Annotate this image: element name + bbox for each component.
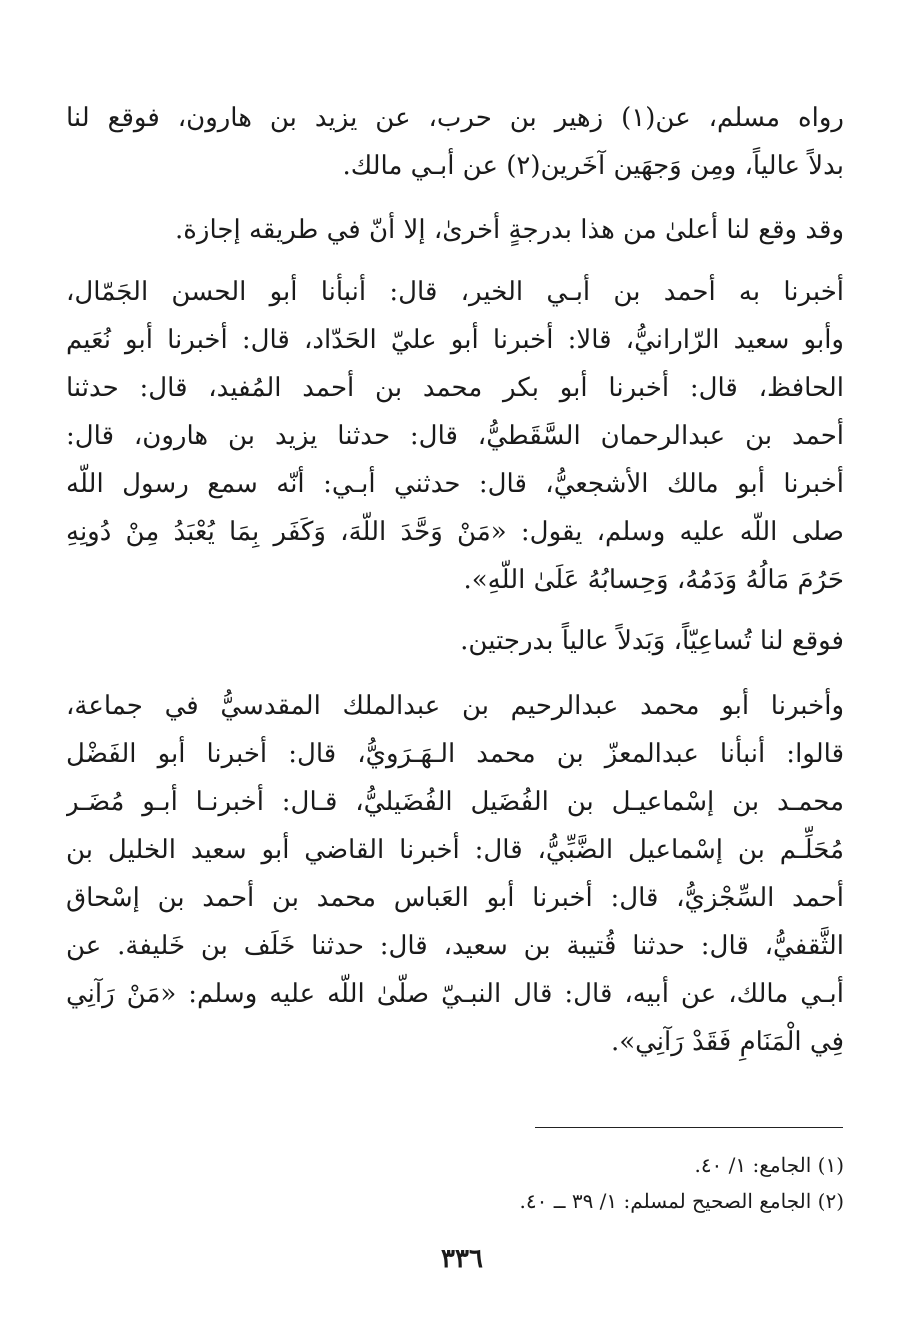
text-line: أخبرنا أبو مالك الأشجعيُّ، قال: حدثني أبـي: أنّه سمع رسول اللّه (66, 469, 844, 499)
text-line: فِي الْمَنَامِ فَقَدْ رَآنِي». (610, 1027, 844, 1057)
text-line: قالوا: أنبأنا عبدالمعزّ بن محمد الـهَـرَويُّ، قال: أخبرنا أبو الفَضْل (66, 739, 844, 769)
text-line: صلى اللّه عليه وسلم، يقول: «مَنْ وَحَّدَ اللّهَ، وَكَفَر بِمَا يُعْبَدُ مِنْ دُونِهِ (66, 517, 844, 547)
paragraph-1 (66, 94, 844, 190)
text-line: وأبو سعيد الرّارانيُّ، قالا: أخبرنا أبو عليّ الحَدّاد، قال: أخبرنا أبو نُعَيم (66, 325, 844, 355)
text-line: أحمد بن عبدالرحمان السَّقَطيُّ، قال: حدثنا يزيد بن هارون، قال: (66, 421, 844, 451)
footnote-2: (٢) الجامع الصحيح لمسلم: ١/ ٣٩ ــ ٤٠. (519, 1189, 844, 1213)
page-number: ٣٣٦ (441, 1244, 483, 1274)
paragraph-4 (66, 617, 844, 665)
text-line: أبـي مالك، عن أبيه، قال: قال النبـيّ صلّىٰ اللّه عليه وسلم: «مَنْ رَآنِي (66, 979, 844, 1009)
text-line: وقد وقع لنا أعلىٰ من هذا بدرجةٍ أخرىٰ، إلا أنّ في طريقه إجازة. (175, 215, 844, 245)
paragraph-2 (66, 206, 844, 254)
text-line: الثَّقفيُّ، قال: حدثنا قُتيبة بن سعيد، قال: حدثنا خَلَف بن خَليفة. عن (66, 931, 844, 961)
text-line: أحمد السِّجْزيُّ، قال: أخبرنا أبو العَباس محمد بن أحمد بن إسْحاق (66, 883, 844, 913)
footnote-1: (١) الجامع: ١/ ٤٠. (694, 1153, 844, 1177)
text-line: أخبرنا به أحمد بن أبـي الخير، قال: أنبأنا أبو الحسن الجَمّال، (66, 277, 844, 307)
paragraph-5 (66, 682, 844, 1066)
text-line: فوقع لنا تُساعِيّاً، وَبَدلاً عالياً بدرجتين. (460, 626, 844, 656)
paragraph-3 (66, 268, 844, 604)
footnotes (244, 1147, 844, 1219)
text-line: رواه مسلم، عن(١) زهير بن حرب، عن يزيد بن هارون، فوقع لنا (66, 103, 844, 133)
text-line: مُحَلِّـم بن إسْماعيل الضَّبِّيُّ، قال: أخبرنا القاضي أبو سعيد الخليل بن (66, 835, 844, 865)
text-line: وأخبرنا أبو محمد عبدالرحيم بن عبدالملك المقدسيُّ في جماعة، (66, 691, 844, 721)
text-line: حَرُمَ مَالُهُ وَدَمُهُ، وَحِسابُهُ عَلَىٰ اللّهِ». (463, 565, 844, 595)
text-line: الحافظ، قال: أخبرنا أبو بكر محمد بن أحمد المُفيد، قال: حدثنا (66, 373, 844, 403)
text-line: بدلاً عالياً، ومِن وَجهَين آخَرين(٢) عن أبـي مالك. (342, 151, 844, 181)
text-line: محمـد بن إسْماعيـل بن الفُضَيل الفُضَيليُّ، قـال: أخبرنـا أبـو مُضَـر (66, 787, 844, 817)
footnote-divider (535, 1127, 843, 1128)
